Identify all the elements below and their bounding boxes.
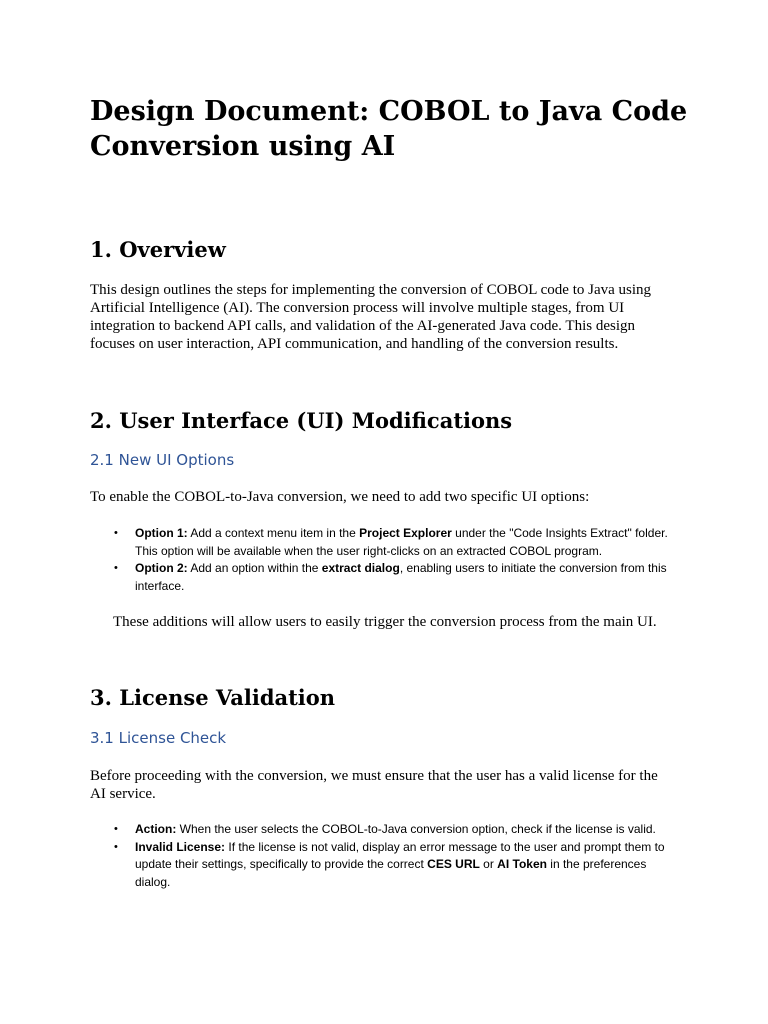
bullet-label: Option 2: [135, 561, 188, 575]
bullet-label: Action: [135, 822, 177, 836]
bullet-bold-term: CES URL [427, 857, 480, 871]
overview-paragraph: This design outlines the steps for implementing the conversion of COBOL code to Java using Artificial Intelligence (AI). The conversion process will involve multiple stages, from UI integration to backend API calls, and validation of the AI-generated Java code. This design focuses on user interaction, API communication, and handling of the conversion results. [90, 282, 652, 352]
document-title: Design Document: COBOL to Java Code Conversion using AI [90, 96, 688, 162]
license-intro: Before proceeding with the conversion, we must ensure that the user has a valid license for the AI service. [90, 768, 658, 802]
bullet-label: Option 1: [135, 526, 188, 540]
list-item [90, 821, 680, 839]
bullet-text: Add a context menu item in the [187, 526, 360, 540]
bullet-bold-term: AI Token [497, 857, 547, 871]
bullet-text: Add an option within the [187, 561, 322, 575]
ui-options-list [90, 525, 690, 595]
list-item [90, 839, 680, 892]
license-check-subheading: 3.1 License Check [90, 729, 227, 747]
license-validation-heading: 3. License Validation [90, 685, 336, 710]
overview-heading: 1. Overview [90, 237, 226, 262]
bullet-label: Invalid License: [135, 839, 226, 854]
list-item [90, 560, 680, 595]
bullet-text: or [479, 857, 498, 871]
bullet-text: , enabling users to initiate the conversion from this interface. [135, 561, 667, 593]
ui-options-intro: To enable the COBOL-to-Java conversion, we need to add two specific UI options: [90, 489, 590, 505]
bullet-text: in the preferences dialog. [135, 857, 647, 889]
bullet-bold-term: Project Explorer [359, 526, 452, 540]
list-item [90, 525, 680, 560]
bullet-text: If the license is not valid, display an error message to the user and prompt them to update their settings, specifically to provide the correct [135, 839, 665, 871]
ui-modifications-heading: 2. User Interface (UI) Modifications [90, 408, 513, 433]
bullet-bold-term: extract dialog [321, 561, 400, 575]
license-list [90, 821, 690, 891]
ui-options-outro: These additions will allow users to easily trigger the conversion process from the main UI. [113, 614, 657, 630]
new-ui-options-subheading: 2.1 New UI Options [90, 451, 235, 469]
bullet-text: When the user selects the COBOL-to-Java conversion option, check if the license is valid. [176, 822, 656, 836]
bullet-text: under the "Code Insights Extract" folder. This option will be available when the user right-clicks on an extracted COBOL program. [135, 526, 668, 558]
